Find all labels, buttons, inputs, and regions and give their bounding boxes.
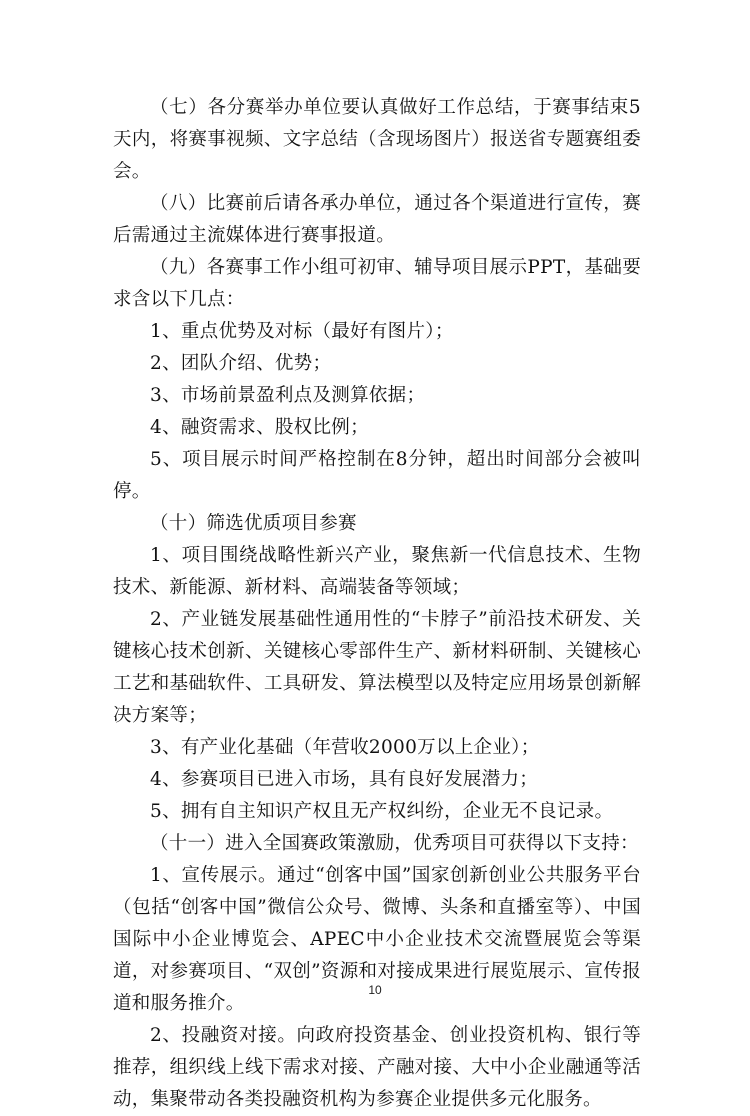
paragraph-8: （八）比赛前后请各承办单位，通过各个渠道进行宣传，赛后需通过主流媒体进行赛事报道。 [113, 193, 641, 246]
page-number: 10 [368, 983, 382, 997]
list-item: 5、项目展示时间严格控制在8分钟，超出时间部分会被叫停。 [113, 449, 641, 502]
list-item: 2、团队介绍、优势； [150, 353, 332, 374]
list-item: 3、有产业化基础（年营收2000万以上企业）； [150, 737, 540, 758]
list-item: 2、产业链发展基础性通用性的“卡脖子”前沿技术研发、关键核心技术创新、关键核心零部件生产、新材料研制、关键核心工艺和基础软件、工具研发、算法模型以及特定应用场景创新解决方案等； [113, 609, 641, 726]
list-item: 1、宣传展示。通过“创客中国”国家创新创业公共服务平台（包括“创客中国”微信公众号、微博、头条和直播室等）、中国国际中小企业博览会、APEC中小企业技术交流暨展览会等渠道，对参赛项目、“双创”资源和对接成果进行展览展示、宣传报道和服务推介。 [113, 865, 641, 1014]
list-item: 1、项目围绕战略性新兴产业，聚焦新一代信息技术、生物技术、新能源、新材料、高端装备等领域； [113, 545, 641, 598]
list-item: 1、重点优势及对标（最好有图片）； [150, 321, 454, 342]
paragraph-11: （十一）进入全国赛政策激励，优秀项目可获得以下支持： [150, 833, 639, 854]
list-item: 2、投融资对接。向政府投资基金、创业投资机构、银行等推荐，组织线上线下需求对接、产融对接、大中小企业融通等活动，集聚带动各类投融资机构为参赛企业提供多元化服务。 [113, 1025, 641, 1110]
list-item: 3、市场前景盈利点及测算依据； [150, 385, 426, 406]
list-item: 5、拥有自主知识产权且无产权纠纷，企业无不良记录。 [150, 801, 614, 822]
paragraph-7: （七）各分赛举办单位要认真做好工作总结，于赛事结束5天内，将赛事视频、文字总结（含现场图片）报送省专题赛组委会。 [113, 97, 641, 182]
list-item: 4、参赛项目已进入市场，具有良好发展潜力； [150, 769, 539, 790]
paragraph-10: （十）筛选优质项目参赛 [150, 513, 357, 534]
paragraph-9: （九）各赛事工作小组可初审、辅导项目展示PPT，基础要求含以下几点： [113, 257, 641, 310]
document-body [113, 92, 641, 1116]
list-item: 4、融资需求、股权比例； [150, 417, 369, 438]
